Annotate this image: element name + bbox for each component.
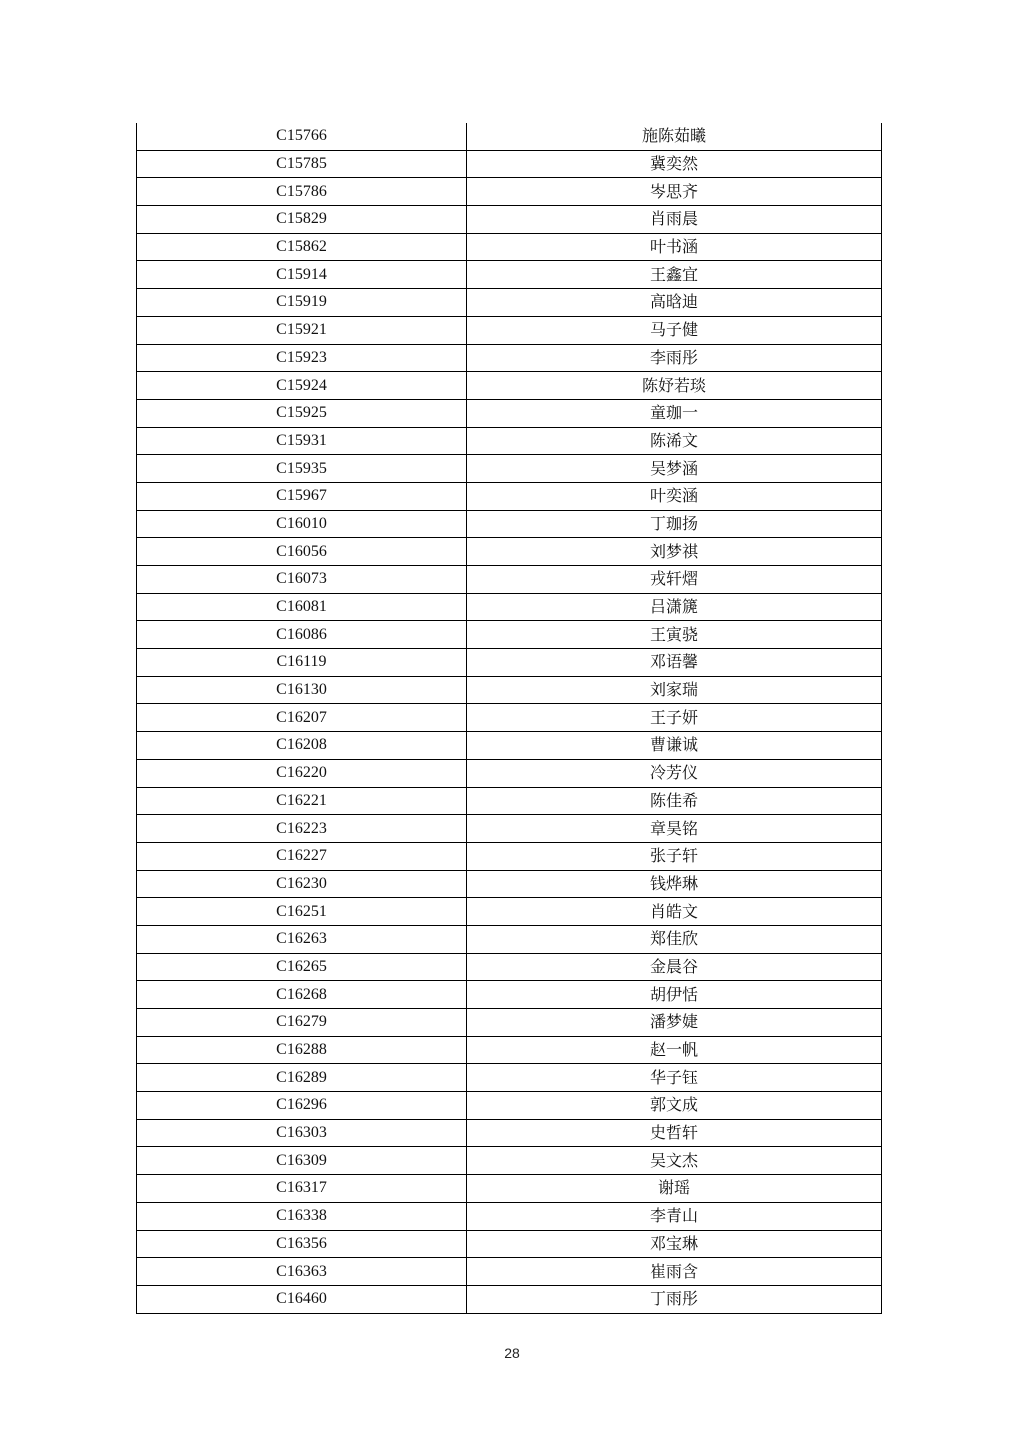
table-row bbox=[137, 289, 882, 317]
student-name-cell: 叶书涵 bbox=[467, 233, 882, 261]
student-name-cell: 曹谦诚 bbox=[467, 732, 882, 760]
student-id-cell: C16288 bbox=[137, 1036, 467, 1064]
student-name-cell: 吴文杰 bbox=[467, 1147, 882, 1175]
student-name-cell: 吴梦涵 bbox=[467, 455, 882, 483]
student-name-cell: 金晨谷 bbox=[467, 953, 882, 981]
table-row bbox=[137, 953, 882, 981]
student-id-cell: C16081 bbox=[137, 593, 467, 621]
page-number: 28 bbox=[504, 1345, 520, 1361]
student-id-cell: C16221 bbox=[137, 787, 467, 815]
student-id-cell: C15967 bbox=[137, 482, 467, 510]
table-row bbox=[137, 1258, 882, 1286]
student-name-cell: 王子妍 bbox=[467, 704, 882, 732]
student-name-cell: 刘梦祺 bbox=[467, 538, 882, 566]
student-id-cell: C15829 bbox=[137, 206, 467, 234]
student-name-cell: 肖皓文 bbox=[467, 898, 882, 926]
student-name-cell: 刘家瑞 bbox=[467, 676, 882, 704]
table-row bbox=[137, 1092, 882, 1120]
student-id-cell: C16130 bbox=[137, 676, 467, 704]
student-id-cell: C16119 bbox=[137, 649, 467, 677]
table-row bbox=[137, 150, 882, 178]
student-id-cell: C16460 bbox=[137, 1285, 467, 1313]
student-name-cell: 钱烨琳 bbox=[467, 870, 882, 898]
student-id-cell: C16073 bbox=[137, 566, 467, 594]
student-id-cell: C15921 bbox=[137, 316, 467, 344]
student-id-cell: C16309 bbox=[137, 1147, 467, 1175]
student-name-cell: 胡伊恬 bbox=[467, 981, 882, 1009]
student-name-cell: 丁珈扬 bbox=[467, 510, 882, 538]
student-id-cell: C16303 bbox=[137, 1119, 467, 1147]
table-row bbox=[137, 1147, 882, 1175]
student-name-cell: 赵一帆 bbox=[467, 1036, 882, 1064]
student-id-cell: C15923 bbox=[137, 344, 467, 372]
table-row bbox=[137, 233, 882, 261]
table-row bbox=[137, 316, 882, 344]
student-name-cell: 施陈茹曦 bbox=[467, 123, 882, 150]
table-row bbox=[137, 510, 882, 538]
student-id-cell: C16230 bbox=[137, 870, 467, 898]
student-name-cell: 章昊铭 bbox=[467, 815, 882, 843]
student-name-cell: 岑思齐 bbox=[467, 178, 882, 206]
student-name-cell: 郑佳欣 bbox=[467, 925, 882, 953]
table-row bbox=[137, 981, 882, 1009]
table-row bbox=[137, 676, 882, 704]
student-id-cell: C15786 bbox=[137, 178, 467, 206]
student-id-cell: C16056 bbox=[137, 538, 467, 566]
table-row bbox=[137, 925, 882, 953]
student-id-cell: C16356 bbox=[137, 1230, 467, 1258]
student-id-cell: C16289 bbox=[137, 1064, 467, 1092]
student-id-cell: C16265 bbox=[137, 953, 467, 981]
student-name-cell: 郭文成 bbox=[467, 1092, 882, 1120]
table-row bbox=[137, 1202, 882, 1230]
student-id-cell: C15766 bbox=[137, 123, 467, 150]
student-id-cell: C16086 bbox=[137, 621, 467, 649]
student-id-cell: C16296 bbox=[137, 1092, 467, 1120]
student-name-cell: 陈浠文 bbox=[467, 427, 882, 455]
student-name-cell: 潘梦婕 bbox=[467, 1009, 882, 1037]
student-id-cell: C16223 bbox=[137, 815, 467, 843]
table-row bbox=[137, 870, 882, 898]
student-name-cell: 陈妤若琰 bbox=[467, 372, 882, 400]
student-name-cell: 肖雨晨 bbox=[467, 206, 882, 234]
student-id-cell: C16263 bbox=[137, 925, 467, 953]
table-row bbox=[137, 898, 882, 926]
table-row bbox=[137, 344, 882, 372]
table-row bbox=[137, 787, 882, 815]
student-id-cell: C16363 bbox=[137, 1258, 467, 1286]
student-id-cell: C16268 bbox=[137, 981, 467, 1009]
table-row bbox=[137, 427, 882, 455]
table-row bbox=[137, 815, 882, 843]
student-name-cell: 李雨彤 bbox=[467, 344, 882, 372]
student-name-cell: 张子轩 bbox=[467, 842, 882, 870]
table-row bbox=[137, 1119, 882, 1147]
student-name-cell: 高晗迪 bbox=[467, 289, 882, 317]
table-row bbox=[137, 732, 882, 760]
roster-table bbox=[136, 123, 882, 1314]
table-row bbox=[137, 178, 882, 206]
student-id-cell: C16207 bbox=[137, 704, 467, 732]
table-row bbox=[137, 1230, 882, 1258]
student-name-cell: 丁雨彤 bbox=[467, 1285, 882, 1313]
student-id-cell: C16010 bbox=[137, 510, 467, 538]
table-row bbox=[137, 206, 882, 234]
student-id-cell: C15925 bbox=[137, 399, 467, 427]
student-name-cell: 崔雨含 bbox=[467, 1258, 882, 1286]
student-id-cell: C15919 bbox=[137, 289, 467, 317]
table-row bbox=[137, 566, 882, 594]
student-name-cell: 谢瑶 bbox=[467, 1175, 882, 1203]
student-name-cell: 冀奕然 bbox=[467, 150, 882, 178]
student-id-cell: C16220 bbox=[137, 759, 467, 787]
table-row bbox=[137, 759, 882, 787]
table-row bbox=[137, 1036, 882, 1064]
table-row bbox=[137, 261, 882, 289]
student-id-cell: C16279 bbox=[137, 1009, 467, 1037]
student-id-cell: C15914 bbox=[137, 261, 467, 289]
student-name-cell: 史哲轩 bbox=[467, 1119, 882, 1147]
student-id-cell: C15924 bbox=[137, 372, 467, 400]
table-row bbox=[137, 1009, 882, 1037]
student-name-cell: 戎轩熠 bbox=[467, 566, 882, 594]
table-row bbox=[137, 538, 882, 566]
table-row bbox=[137, 1285, 882, 1313]
table-row bbox=[137, 842, 882, 870]
table-row bbox=[137, 399, 882, 427]
student-name-cell: 华子钰 bbox=[467, 1064, 882, 1092]
student-id-cell: C15931 bbox=[137, 427, 467, 455]
student-name-cell: 李青山 bbox=[467, 1202, 882, 1230]
student-name-cell: 陈佳希 bbox=[467, 787, 882, 815]
student-name-cell: 马子健 bbox=[467, 316, 882, 344]
student-name-cell: 吕潇篪 bbox=[467, 593, 882, 621]
student-id-cell: C16317 bbox=[137, 1175, 467, 1203]
table-row bbox=[137, 1064, 882, 1092]
roster-table-body bbox=[137, 123, 882, 1313]
table-row bbox=[137, 1175, 882, 1203]
table-row bbox=[137, 482, 882, 510]
student-name-cell: 叶奕涵 bbox=[467, 482, 882, 510]
table-row bbox=[137, 455, 882, 483]
student-name-cell: 冷芳仪 bbox=[467, 759, 882, 787]
student-id-cell: C16208 bbox=[137, 732, 467, 760]
table-row bbox=[137, 704, 882, 732]
student-name-cell: 邓语馨 bbox=[467, 649, 882, 677]
student-id-cell: C16338 bbox=[137, 1202, 467, 1230]
student-name-cell: 王寅骁 bbox=[467, 621, 882, 649]
student-id-cell: C16251 bbox=[137, 898, 467, 926]
table-row bbox=[137, 123, 882, 150]
table-row bbox=[137, 372, 882, 400]
student-id-cell: C16227 bbox=[137, 842, 467, 870]
student-name-cell: 邓宝琳 bbox=[467, 1230, 882, 1258]
table-row bbox=[137, 621, 882, 649]
student-id-cell: C15935 bbox=[137, 455, 467, 483]
student-id-cell: C15785 bbox=[137, 150, 467, 178]
student-name-cell: 童珈一 bbox=[467, 399, 882, 427]
student-name-cell: 王鑫宜 bbox=[467, 261, 882, 289]
student-id-cell: C15862 bbox=[137, 233, 467, 261]
table-row bbox=[137, 649, 882, 677]
table-row bbox=[137, 593, 882, 621]
